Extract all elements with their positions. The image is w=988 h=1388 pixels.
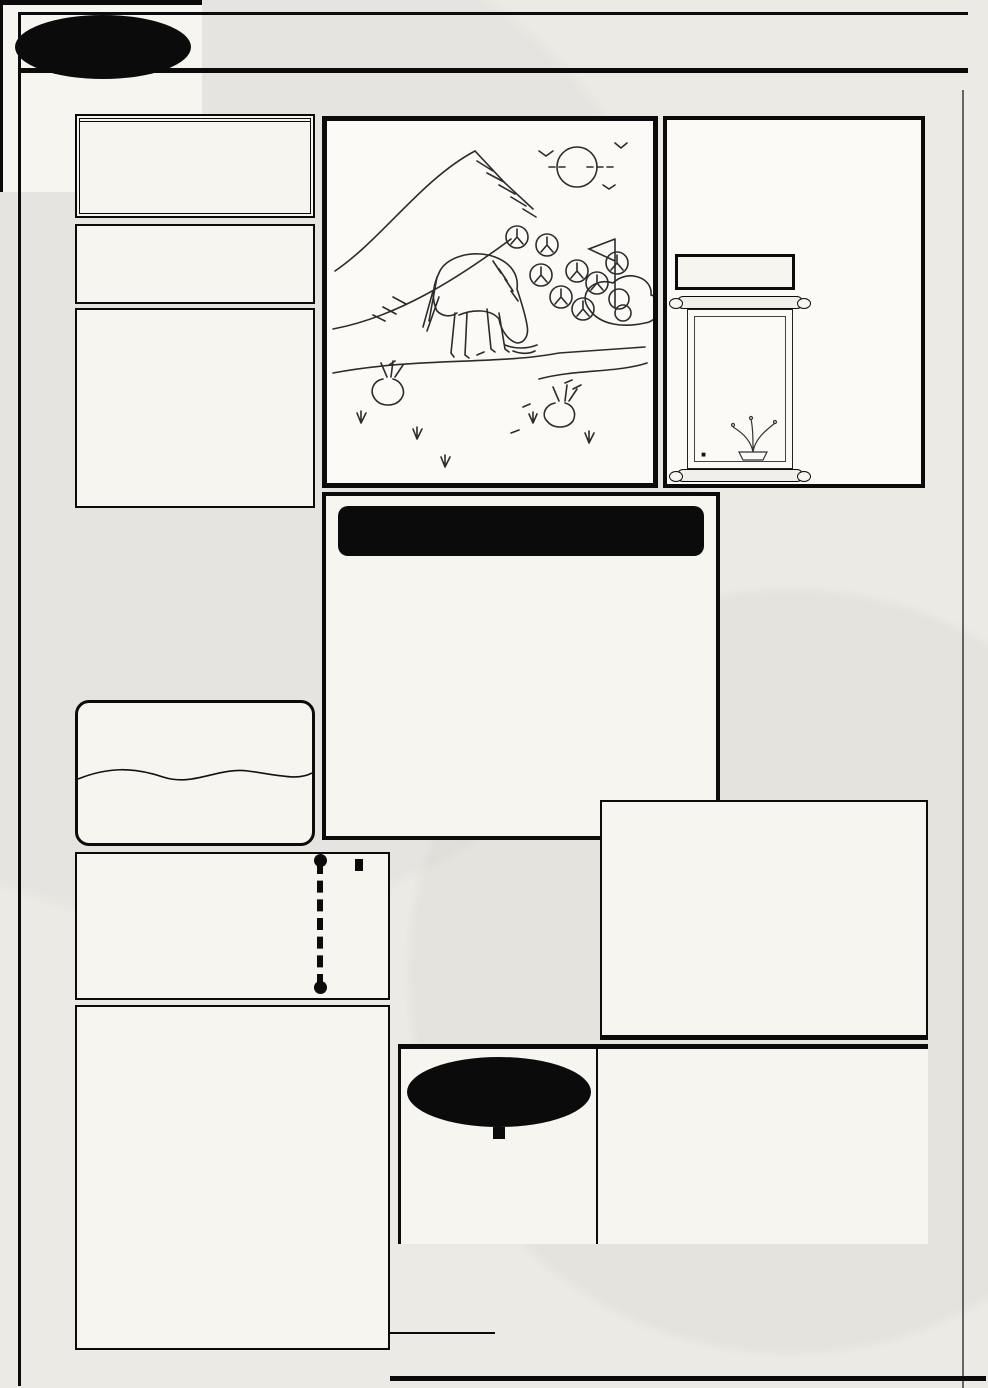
- dashed-divider: [317, 862, 323, 986]
- page-bottom-rule: [390, 1376, 986, 1381]
- special-open-title: [407, 1057, 591, 1127]
- tips-label: [355, 859, 363, 871]
- computer-analysis-panel: [322, 492, 720, 840]
- scroll-bottom-roller: [677, 469, 803, 482]
- horse-illustration-panel: [322, 116, 658, 488]
- brand-border-right: [928, 116, 964, 1380]
- zodiac-puzzle-panel: [75, 1005, 390, 1350]
- scroll-top-roller: [677, 296, 803, 309]
- contribution-panel: [75, 700, 315, 846]
- brand-border-left: [27, 116, 63, 1380]
- page-left-rule: [18, 12, 21, 1386]
- wavy-divider: [78, 765, 312, 785]
- brand-border-top: [24, 80, 962, 110]
- ellipse-stem: [493, 1127, 505, 1139]
- page-top-rule: [18, 12, 968, 15]
- scroll-signature: [698, 450, 708, 459]
- cold-hot-panel: [75, 224, 315, 304]
- header-bottom-rule: [18, 68, 968, 73]
- congrats-panel: [75, 852, 390, 1000]
- hot-number-balls: [326, 556, 716, 564]
- hot-cold-table-panel: [75, 114, 315, 218]
- special-tip-panel: [75, 308, 315, 508]
- big-buy-panel: [600, 800, 928, 1040]
- seek-chart-scroll: [671, 296, 809, 486]
- special-open-panel: [398, 1044, 928, 1244]
- hot-cold-table-title: [80, 119, 310, 122]
- branch-sketch: [723, 415, 783, 461]
- calligraphy-masthead-panel: [663, 116, 925, 488]
- horse-illustration: [327, 121, 653, 483]
- computer-analysis-title: [338, 506, 704, 556]
- seek-chart-title: [675, 254, 795, 290]
- coin-icons: [506, 226, 628, 320]
